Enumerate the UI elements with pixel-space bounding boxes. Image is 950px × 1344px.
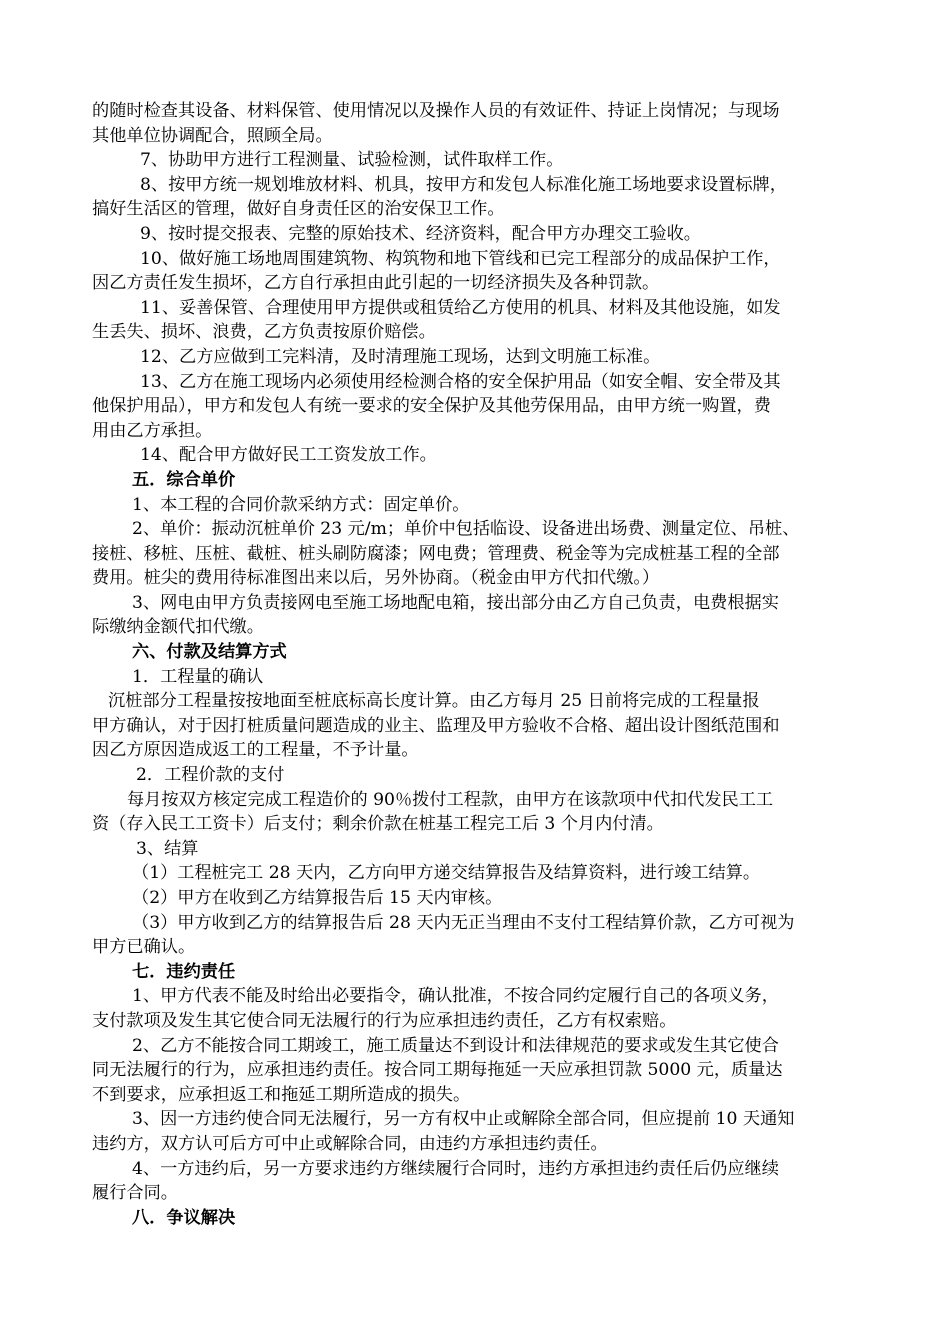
text-line: （2）甲方在收到乙方结算报告后 15 天内审核。 <box>132 888 503 908</box>
text-line: 其他单位协调配合，照顾全局。 <box>92 125 333 146</box>
text-line: 搞好生活区的管理，做好自身责任区的治安保卫工作。 <box>92 199 505 220</box>
text-line: 3、因一方违约使合同无法履行，另一方有权中止或解除全部合同，但应提前 10 天通知 <box>132 1109 795 1130</box>
text-line: （3）甲方收到乙方的结算报告后 28 天内无正当理由不支付工程结算价款，乙方可视为 <box>132 912 795 933</box>
text-line: 3、网电由甲方负责接网电至施工场地配电箱，接出部分由乙方自己负责，电费根据实 <box>132 592 779 613</box>
text-line: 1、本工程的合同价款采纳方式：固定单价。 <box>132 494 470 515</box>
text-line: 11、妥善保管、合理使用甲方提供或租赁给乙方使用的机具、材料及其他设施，如发 <box>140 297 781 318</box>
text-line: 2、单价：振动沉桩单价 23 元/m；单价中包括临设、设备进出场费、测量定位、吊桩、 <box>132 519 800 540</box>
section-heading: 六、付款及结算方式 <box>132 642 287 663</box>
text-line: 费用。桩尖的费用待标准图出来以后，另外协商。（税金由甲方代扣代缴。） <box>92 568 660 589</box>
text-line: 因乙方责任发生损坏，乙方自行承担由此引起的一切经济损失及各种罚款。 <box>92 273 660 294</box>
section-heading: 八．争议解决 <box>132 1207 236 1228</box>
text-line: 2．工程价款的支付 <box>136 765 285 786</box>
text-line: 沉桩部分工程量按按地面至桩底标高长度计算。由乙方每月 25 日前将完成的工程量报 <box>108 691 760 712</box>
text-line: 支付款项及发生其它使合同无法履行的行为应承担违约责任，乙方有权索赔。 <box>92 1010 677 1031</box>
section-heading: 五．综合单价 <box>132 469 236 490</box>
text-line: 8、按甲方统一规划堆放材料、机具，按甲方和发包人标准化施工场地要求设置标牌， <box>140 174 787 195</box>
text-line: 9、按时提交报表、完整的原始技术、经济资料，配合甲方办理交工验收。 <box>140 223 701 244</box>
text-line: 生丢失、损坏、浪费，乙方负责按原价赔偿。 <box>92 322 436 343</box>
text-line: 4、一方违约后，另一方要求违约方继续履行合同时，违约方承担违约责任后仍应继续 <box>132 1158 779 1179</box>
text-line: 他保护用品），甲方和发包人有统一要求的安全保护及其他劳保用品，由甲方统一购置，费 <box>92 396 771 417</box>
text-line: 因乙方原因造成返工的工程量，不予计量。 <box>92 740 419 761</box>
text-line: 甲方已确认。 <box>92 937 196 958</box>
text-line: 每月按双方核定完成工程造价的 90％拨付工程款，由甲方在该款项中代扣代发民工工 <box>127 789 774 810</box>
section-heading: 七．违约责任 <box>132 961 236 982</box>
text-line: 资（存入民工工资卡）后支付；剩余价款在桩基工程完工后 3 个月内付清。 <box>92 814 664 835</box>
text-line: 1、甲方代表不能及时给出必要指令，确认批准，不按合同约定履行自己的各项义务， <box>132 986 779 1007</box>
text-line: 用由乙方承担。 <box>92 420 213 441</box>
text-line: （1）工程桩完工 28 天内，乙方向甲方递交结算报告及结算资料，进行竣工结算。 <box>132 863 761 884</box>
text-line: 10、做好施工场地周围建筑物、构筑物和地下管线和已完工程部分的成品保护工作， <box>140 248 781 269</box>
text-line: 12、乙方应做到工完料清，及时清理施工现场，达到文明施工标准。 <box>140 346 661 367</box>
text-line: 7、协助甲方进行工程测量、试验检测，试件取样工作。 <box>140 150 564 171</box>
text-line: 的随时检查其设备、材料保管、使用情况以及操作人员的有效证件、持证上岗情况；与现场 <box>92 101 780 121</box>
text-line: 13、乙方在施工现场内必须使用经检测合格的安全保护用品（如安全帽、安全带及其 <box>140 371 781 392</box>
text-line: 同无法履行的行为，应承担违约责任。按合同工期每拖延一天应承担罚款 5000 元，质量达 <box>92 1060 783 1081</box>
text-line: 违约方，双方认可后方可中止或解除合同，由违约方承担违约责任。 <box>92 1133 608 1154</box>
text-line: 3、结算 <box>136 838 199 859</box>
text-line: 不到要求，应承担返工和拖延工期所造成的损失。 <box>92 1084 471 1105</box>
text-line: 履行合同。 <box>92 1183 178 1204</box>
text-line: 14、配合甲方做好民工工资发放工作。 <box>140 445 437 466</box>
text-line: 1．工程量的确认 <box>132 666 264 687</box>
text-line: 际缴纳金额代扣代缴。 <box>92 617 264 638</box>
text-line: 接桩、移桩、压桩、截桩、桩头刷防腐漆；网电费；管理费、税金等为完成桩基工程的全部 <box>92 543 780 564</box>
text-line: 2、乙方不能按合同工期竣工，施工质量达不到设计和法律规范的要求或发生其它使合 <box>132 1035 779 1056</box>
text-line: 甲方确认，对于因打桩质量问题造成的业主、监理及甲方验收不合格、超出设计图纸范围和 <box>92 715 780 736</box>
